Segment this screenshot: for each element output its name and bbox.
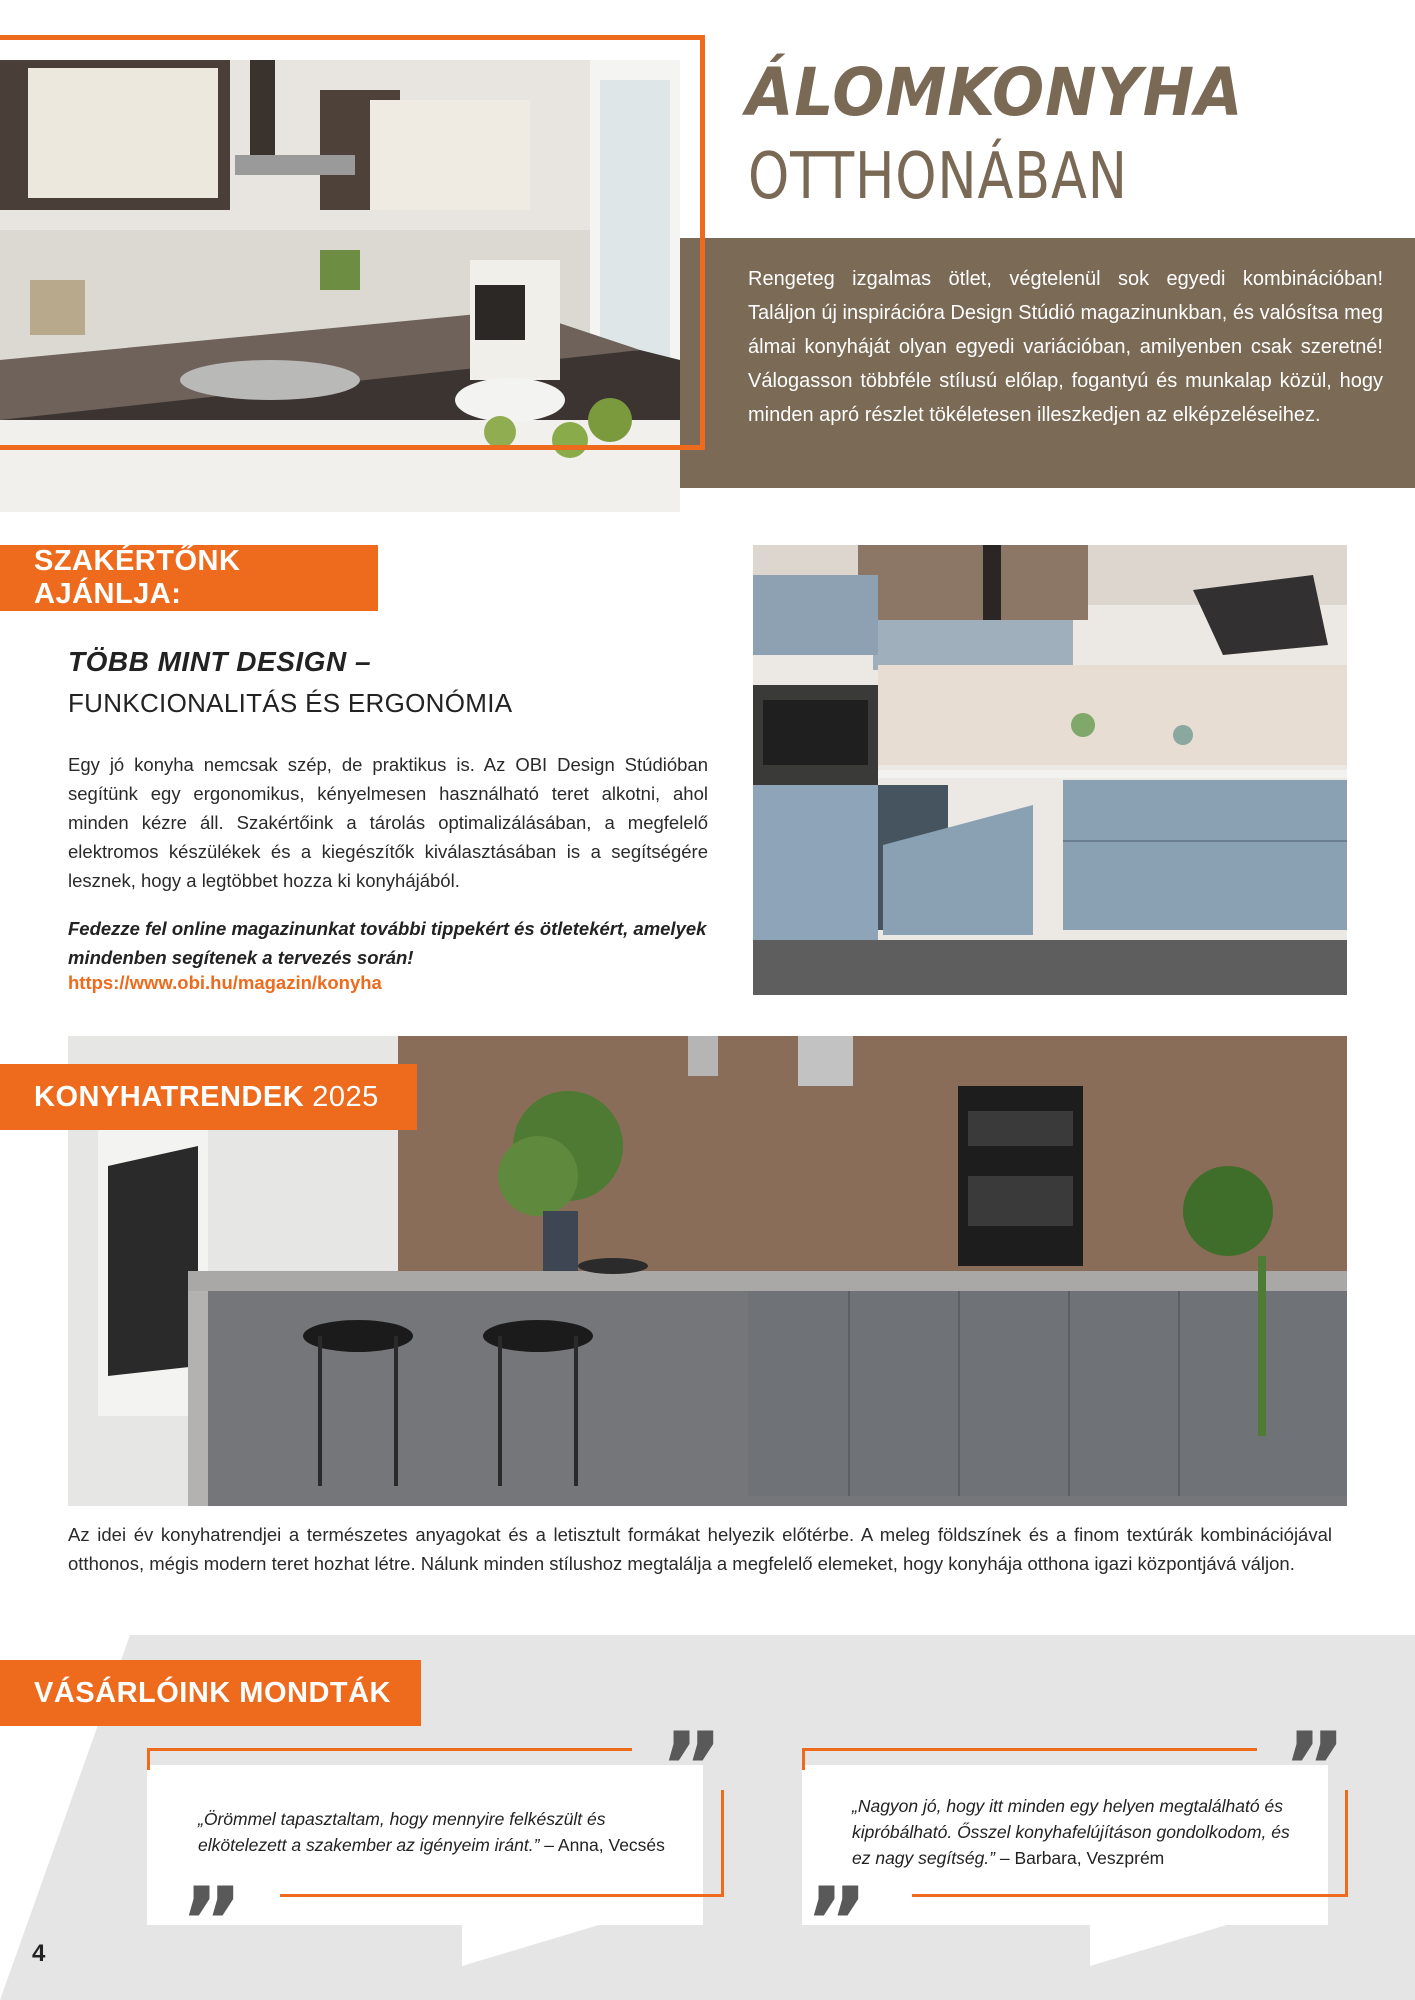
page-number: 4: [32, 1940, 46, 1967]
expert-subheading: FUNKCIONALITÁS ÉS ERGONÓMIA: [68, 688, 513, 718]
testimonial-1-open-quote-icon: ”: [660, 1712, 716, 1824]
expert-label: [0, 545, 378, 611]
testimonial-2-bottom-line: [912, 1894, 1348, 1897]
trends-label: [0, 1064, 417, 1130]
testimonial-2-quote: „Nagyon jó, hogy itt minden egy helyen megtalálható és kipróbálható. Ősszel konyhafelújításon gondolkodom, és ez nagy segítség.”: [852, 1796, 1290, 1868]
expert-cta: Fedezze fel online magazinunkat további tippekért és ötletekért, amelyek mindenben segítenek a tervezés során!: [68, 918, 707, 968]
page-subtitle: OTTHONÁBAN: [748, 140, 1128, 214]
testimonial-1-close-quote-icon: ”: [180, 1867, 236, 1979]
testimonial-1-tail: [462, 1924, 602, 1966]
testimonials-label: [0, 1660, 421, 1726]
testimonial-1-quote: „Örömmel tapasztaltam, hogy mennyire felkészült és elkötelezett a szakember az igényeim iránt.”: [198, 1809, 606, 1855]
expert-label-text: SZAKÉRTŐNK AJÁNLJA:: [34, 545, 241, 610]
trends-label-year: 2025: [312, 1080, 379, 1113]
magazine-link[interactable]: https://www.obi.hu/magazin/konyha: [68, 972, 382, 993]
testimonial-2-author: – Barbara, Veszprém: [995, 1848, 1165, 1868]
intro-box: [680, 238, 1415, 488]
testimonial-2-top-tick: [802, 1748, 805, 1770]
testimonial-1-text: [198, 1806, 698, 1858]
testimonial-2-text: [852, 1793, 1312, 1871]
testimonial-1-top-tick: [147, 1748, 150, 1770]
testimonial-2-open-quote-icon: ”: [1283, 1712, 1339, 1824]
testimonial-2-tail: [1090, 1924, 1230, 1966]
testimonial-2-close-quote-icon: ”: [805, 1867, 861, 1979]
testimonial-1-bottom-line: [280, 1894, 724, 1897]
trends-label-text: KONYHATRENDEK: [34, 1080, 305, 1113]
testimonial-2-right-line: [1345, 1790, 1348, 1895]
trends-body: Az idei év konyhatrendjei a természetes anyagokat és a letisztult formákat helyezik előtérbe. A meleg földszínek és a finom textúrák kombinációjával otthonos, mégis modern teret hozhat létre. Nálunk minden stílushoz megtalálja a megfelelő elemeket, hogy konyhája otthona igazi központjává váljon.: [68, 1524, 1332, 1574]
testimonial-1-author: – Anna, Vecsés: [539, 1835, 665, 1855]
page-title: ÁLOMKONYHA: [746, 54, 1244, 131]
hero-orange-frame: [0, 35, 705, 450]
testimonials-label-text: VÁSÁRLÓINK MONDTÁK: [34, 1676, 391, 1709]
intro-text: Rengeteg izgalmas ötlet, végtelenül sok egyedi kombinációban! Találjon új inspirációra Design Stúdió magazinunkban, és valósítsa meg álmai konyháját olyan egyedi variációban, amilyenben csak szeretné! Válogasson többféle stílusú előlap, fogantyú és munkalap közül, hogy minden apró részlet tökéletesen illeszkedjen az elképzeléseihez.: [748, 268, 1383, 426]
blue-kitchen-photo: [753, 545, 1347, 995]
expert-heading: TÖBB MINT DESIGN –: [68, 646, 372, 677]
testimonial-1-top-line: [147, 1748, 632, 1751]
testimonial-2-top-line: [802, 1748, 1257, 1751]
testimonial-1-right-line: [721, 1790, 724, 1895]
expert-body: Egy jó konyha nemcsak szép, de praktikus is. Az OBI Design Stúdióban segítünk egy ergonomikus, kényelmesen használható teret alkotni, ahol minden kézre áll. Szakértőink a tárolás optimalizálásában, a megfelelő elektromos készülékek és a kiegészítők kiválasztásában is a segítségére lesznek, hogy a legtöbbet hozza ki konyhájából.: [68, 754, 708, 891]
